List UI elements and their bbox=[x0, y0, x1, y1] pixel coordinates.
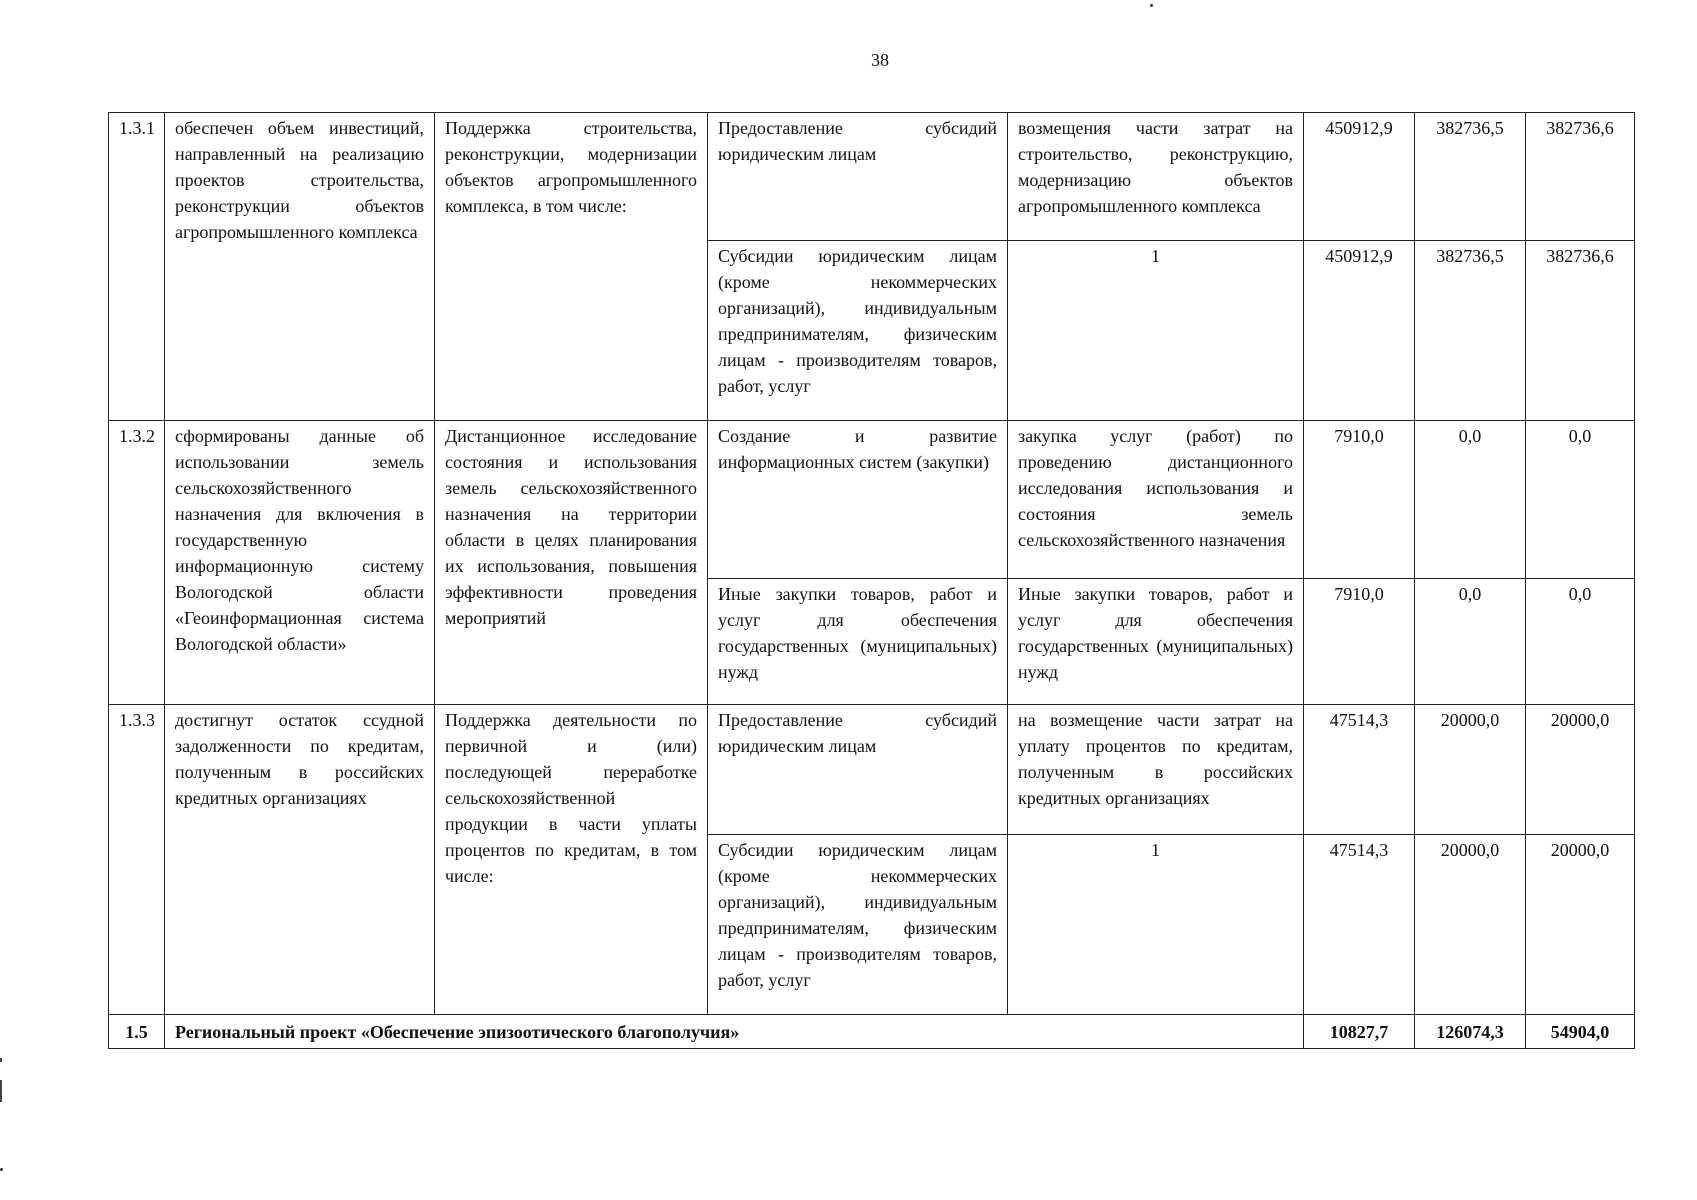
value-year-1: 450912,9 bbox=[1304, 113, 1415, 241]
value-year-2: 20000,0 bbox=[1415, 835, 1526, 1015]
expense-type-cell: Иные закупки товаров, работ и услуг для обеспечения государственных (муниципальных) нужд bbox=[708, 579, 1008, 705]
value-year-3: 0,0 bbox=[1526, 579, 1635, 705]
table-row bbox=[109, 421, 1635, 579]
result-cell: обеспечен объем инвестиций, направленный на реализацию проектов строительства, реконструкции объектов агропромышленного комплекса bbox=[165, 113, 435, 421]
value-year-1: 7910,0 bbox=[1304, 421, 1415, 579]
event-cell: Поддержка деятельности по первичной и (или) последующей переработке сельскохозяйственной продукции в части уплаты процентов по кредитам, в том числе: bbox=[435, 705, 708, 1015]
row-code: 1.3.1 bbox=[109, 113, 165, 421]
direction-cell: закупка услуг (работ) по проведению дистанционного исследования использования и состояния земель сельскохозяйственного назначения bbox=[1008, 421, 1304, 579]
row-code: 1.5 bbox=[109, 1015, 165, 1049]
direction-cell: 1 bbox=[1008, 835, 1304, 1015]
direction-cell: на возмещение части затрат на уплату процентов по кредитам, полученным в российских кредитных организациях bbox=[1008, 705, 1304, 835]
row-code: 1.3.2 bbox=[109, 421, 165, 705]
result-cell: сформированы данные об использовании земель сельскохозяйственного назначения для включения в государственную информационную систему Вологодской области «Геоинформационная система Вологодской области» bbox=[165, 421, 435, 705]
scan-dot bbox=[1150, 4, 1153, 7]
scan-edge-mark bbox=[0, 1058, 2, 1062]
value-year-1: 47514,3 bbox=[1304, 835, 1415, 1015]
table-row bbox=[109, 113, 1635, 241]
value-year-2: 0,0 bbox=[1415, 579, 1526, 705]
direction-cell: Иные закупки товаров, работ и услуг для обеспечения государственных (муниципальных) нужд bbox=[1008, 579, 1304, 705]
event-cell: Дистанционное исследование состояния и использования земель сельскохозяйственного назначения на территории области в целях планирования их использования, повышения эффективности проведения мероприятий bbox=[435, 421, 708, 705]
expense-type-cell: Создание и развитие информационных систем (закупки) bbox=[708, 421, 1008, 579]
page-number: 38 bbox=[871, 50, 889, 70]
total-year-1: 10827,7 bbox=[1304, 1015, 1415, 1049]
value-year-3: 382736,6 bbox=[1526, 113, 1635, 241]
value-year-2: 382736,5 bbox=[1415, 241, 1526, 421]
value-year-1: 450912,9 bbox=[1304, 241, 1415, 421]
expense-type-cell: Субсидии юридическим лицам (кроме некоммерческих организаций), индивидуальным предпринимателям, физическим лицам - производителям товаров, работ, услуг bbox=[708, 241, 1008, 421]
total-year-2: 126074,3 bbox=[1415, 1015, 1526, 1049]
value-year-3: 382736,6 bbox=[1526, 241, 1635, 421]
direction-cell: возмещения части затрат на строительство, реконструкцию, модернизацию объектов агропромышленного комплекса bbox=[1008, 113, 1304, 241]
expense-type-cell: Субсидии юридическим лицам (кроме некоммерческих организаций), индивидуальным предпринимателям, физическим лицам - производителям товаров, работ, услуг bbox=[708, 835, 1008, 1015]
value-year-3: 20000,0 bbox=[1526, 835, 1635, 1015]
scan-edge-mark bbox=[0, 1080, 2, 1102]
expense-type-cell: Предоставление субсидий юридическим лицам bbox=[708, 705, 1008, 835]
value-year-2: 0,0 bbox=[1415, 421, 1526, 579]
direction-cell: 1 bbox=[1008, 241, 1304, 421]
value-year-2: 20000,0 bbox=[1415, 705, 1526, 835]
scan-dot bbox=[0, 1168, 3, 1171]
row-code: 1.3.3 bbox=[109, 705, 165, 1015]
value-year-1: 7910,0 bbox=[1304, 579, 1415, 705]
total-row bbox=[109, 1015, 1635, 1049]
event-cell: Поддержка строительства, реконструкции, модернизации объектов агропромышленного комплекса, в том числе: bbox=[435, 113, 708, 421]
value-year-3: 20000,0 bbox=[1526, 705, 1635, 835]
value-year-3: 0,0 bbox=[1526, 421, 1635, 579]
project-title: Региональный проект «Обеспечение эпизоотического благополучия» bbox=[165, 1015, 1304, 1049]
result-cell: достигнут остаток ссудной задолженности по кредитам, полученным в российских кредитных организациях bbox=[165, 705, 435, 1015]
budget-table bbox=[108, 112, 1635, 1049]
table-row bbox=[109, 705, 1635, 835]
expense-type-cell: Предоставление субсидий юридическим лицам bbox=[708, 113, 1008, 241]
value-year-1: 47514,3 bbox=[1304, 705, 1415, 835]
total-year-3: 54904,0 bbox=[1526, 1015, 1635, 1049]
value-year-2: 382736,5 bbox=[1415, 113, 1526, 241]
